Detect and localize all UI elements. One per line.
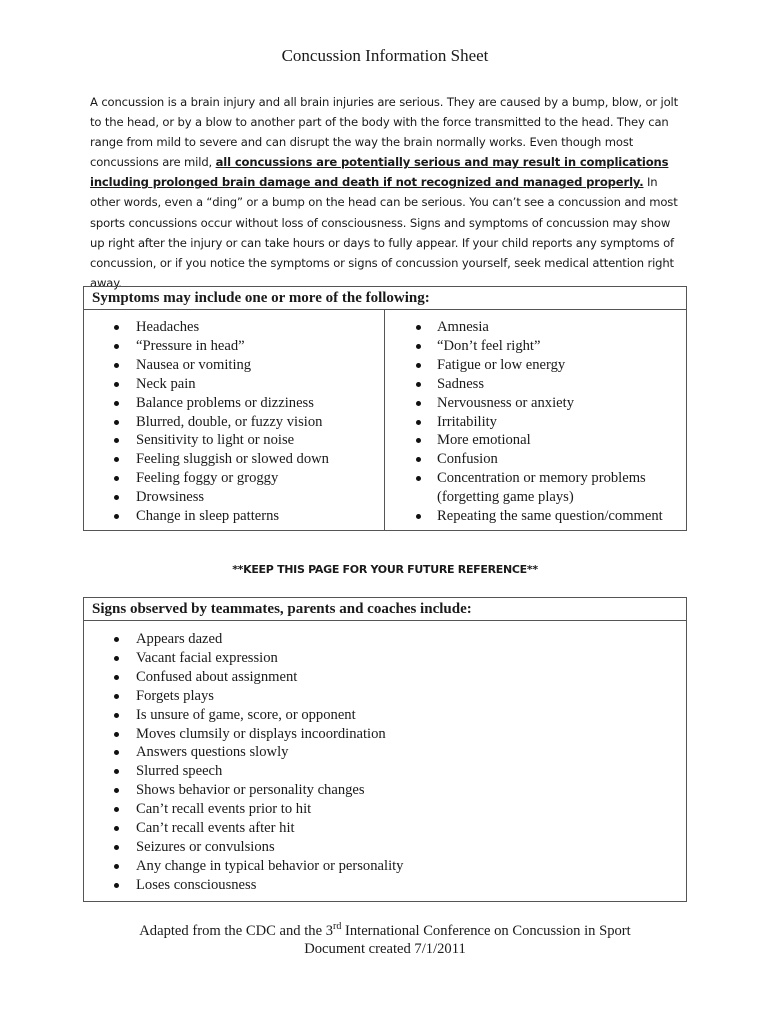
list-item: Fatigue or low energy bbox=[385, 356, 686, 375]
list-item: Nausea or vomiting bbox=[84, 356, 384, 375]
list-item: Headaches bbox=[84, 318, 384, 337]
list-item: Sensitivity to light or noise bbox=[84, 431, 384, 450]
list-item: Confusion bbox=[385, 450, 686, 469]
list-item: Confused about assignment bbox=[84, 668, 686, 687]
list-item: Balance problems or dizziness bbox=[84, 394, 384, 413]
intro-text-part2: In other words, even a “ding” or a bump on the head can be serious. You can’t see a concussion and most sports concussions occur without loss of consciousness. Signs and symptoms of concussion may show up right after the injury or can take hours or days to fully appear. If your child reports any symptoms of concussion, or if you notice the symptoms or signs of concussion yourself, seek medical attention right away. bbox=[90, 175, 678, 290]
footer-source-line bbox=[0, 922, 770, 940]
intro-emphasis: all concussions are potentially serious and may result in complications including prolonged brain damage and death if not recognized and managed properly. bbox=[90, 155, 669, 190]
list-item: Loses consciousness bbox=[84, 876, 686, 895]
list-item: Shows behavior or personality changes bbox=[84, 781, 686, 800]
symptoms-left-column bbox=[84, 310, 385, 530]
list-item: Neck pain bbox=[84, 375, 384, 394]
list-item: “Pressure in head” bbox=[84, 337, 384, 356]
list-item: “Don’t feel right” bbox=[385, 337, 686, 356]
list-item: Nervousness or anxiety bbox=[385, 394, 686, 413]
list-item: Is unsure of game, score, or opponent bbox=[84, 706, 686, 725]
symptoms-columns bbox=[84, 310, 686, 530]
list-item: Any change in typical behavior or personality bbox=[84, 857, 686, 876]
symptoms-right-column bbox=[385, 310, 686, 530]
list-item: Drowsiness bbox=[84, 488, 384, 507]
intro-paragraph bbox=[90, 92, 682, 293]
signs-list bbox=[84, 621, 686, 901]
list-item: Blurred, double, or fuzzy vision bbox=[84, 413, 384, 432]
list-item: Concentration or memory problems (forgetting game plays) bbox=[385, 469, 686, 507]
list-item: Can’t recall events prior to hit bbox=[84, 800, 686, 819]
page-title: Concussion Information Sheet bbox=[281, 46, 489, 65]
footer-source-post: International Conference on Concussion in Sport bbox=[341, 923, 631, 939]
list-item: Answers questions slowly bbox=[84, 743, 686, 762]
symptoms-header: Symptoms may include one or more of the following: bbox=[84, 287, 686, 310]
list-item: Appears dazed bbox=[84, 630, 686, 649]
list-item: Change in sleep patterns bbox=[84, 507, 384, 526]
signs-box bbox=[83, 597, 687, 902]
list-item: Vacant facial expression bbox=[84, 649, 686, 668]
footer-document-date: Document created 7/1/2011 bbox=[304, 941, 466, 957]
footer-source-pre: Adapted from the CDC and the 3 bbox=[139, 923, 333, 939]
list-item: Irritability bbox=[385, 413, 686, 432]
symptoms-right-list bbox=[385, 310, 686, 530]
list-item: Forgets plays bbox=[84, 687, 686, 706]
list-item: Sadness bbox=[385, 375, 686, 394]
keep-page-notice: **KEEP THIS PAGE FOR YOUR FUTURE REFERENCE** bbox=[232, 563, 538, 576]
list-item: More emotional bbox=[385, 431, 686, 450]
list-item: Amnesia bbox=[385, 318, 686, 337]
list-item: Seizures or convulsions bbox=[84, 838, 686, 857]
symptoms-box bbox=[83, 286, 687, 531]
list-item: Moves clumsily or displays incoordination bbox=[84, 725, 686, 744]
symptoms-left-list bbox=[84, 310, 384, 530]
list-item: Can’t recall events after hit bbox=[84, 819, 686, 838]
list-item: Repeating the same question/comment bbox=[385, 507, 686, 526]
list-item: Feeling sluggish or slowed down bbox=[84, 450, 384, 469]
list-item: Slurred speech bbox=[84, 762, 686, 781]
intro-text-part1: A concussion is a brain injury and all brain injuries are serious. They are caused by a bump, blow, or jolt to the head, or by a blow to another part of the body with the force transmitted to the head. They can range from mild to severe and can disrupt the way the brain normally works. Even though most concussions are mild, bbox=[90, 95, 679, 170]
signs-header: Signs observed by teammates, parents and coaches include: bbox=[84, 598, 686, 621]
footer-source-sup: rd bbox=[333, 921, 342, 933]
footer bbox=[0, 922, 770, 958]
list-item: Feeling foggy or groggy bbox=[84, 469, 384, 488]
